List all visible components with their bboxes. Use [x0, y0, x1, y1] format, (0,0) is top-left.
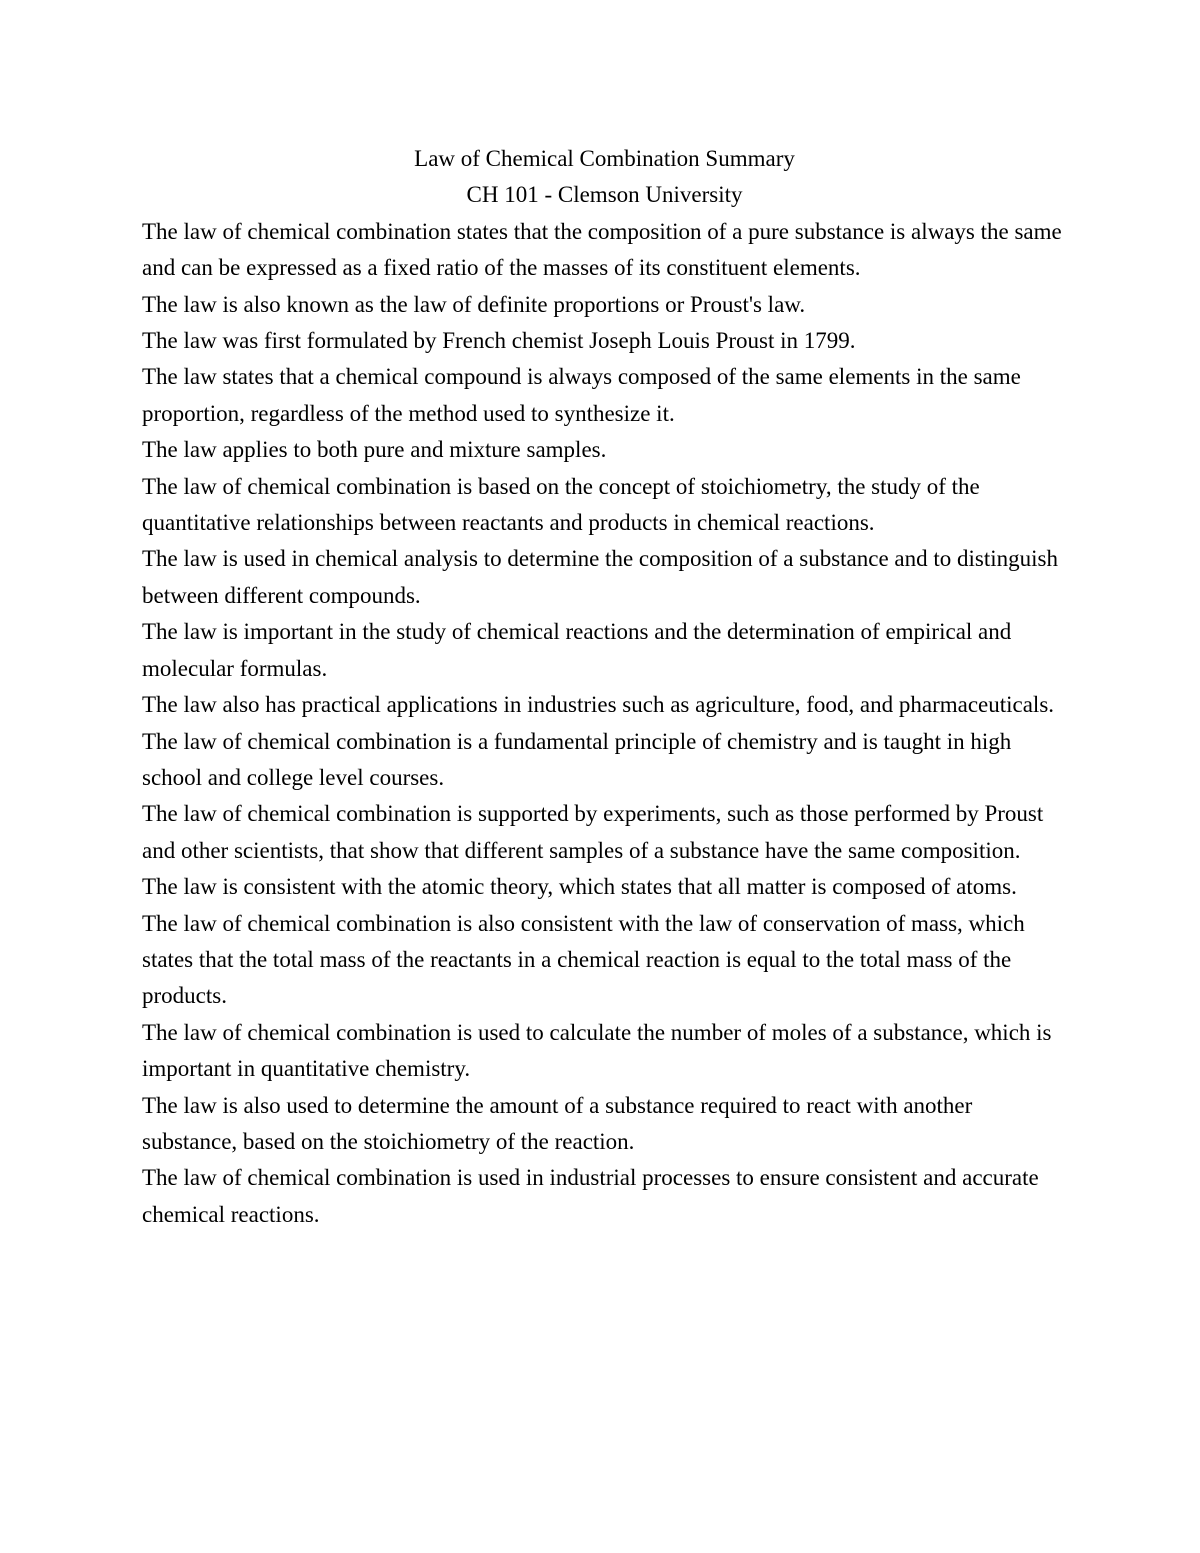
paragraph: The law is used in chemical analysis to determine the composition of a substance and to distinguish between different compounds. [142, 546, 1058, 608]
paragraph: The law applies to both pure and mixture samples. [142, 437, 607, 463]
paragraph: The law was first formulated by French chemist Joseph Louis Proust in 1799. [142, 328, 856, 354]
document-subtitle: CH 101 - Clemson University [466, 182, 743, 208]
paragraph: The law of chemical combination is a fundamental principle of chemistry and is taught in high school and college level courses. [142, 728, 1012, 790]
paragraph: The law states that a chemical compound is always composed of the same elements in the same proportion, regardless of the method used to synthesize it. [142, 364, 1021, 426]
paragraph: The law is also known as the law of definite proportions or Proust's law. [142, 291, 806, 317]
paragraph: The law of chemical combination is also consistent with the law of conservation of mass, which states that the total mass of the reactants in a chemical reaction is equal to the total mass of the products. [142, 910, 1025, 1009]
paragraph: The law is consistent with the atomic theory, which states that all matter is composed of atoms. [142, 874, 1017, 900]
paragraph: The law is important in the study of chemical reactions and the determination of empirical and molecular formulas. [142, 619, 1012, 681]
document-title: Law of Chemical Combination Summary [414, 146, 795, 171]
paragraph: The law of chemical combination is based on the concept of stoichiometry, the study of the quantitative relationships between reactants and products in chemical reactions. [142, 473, 980, 536]
paragraph: The law of chemical combination states that the composition of a pure substance is always the same and can be expressed as a fixed ratio of the masses of its constituent elements. [142, 218, 1062, 281]
paragraph: The law of chemical combination is used in industrial processes to ensure consistent and accurate chemical reactions. [142, 1165, 1039, 1227]
paragraph: The law is also used to determine the amount of a substance required to react with another substance, based on the stoichiometry of the reaction. [142, 1092, 973, 1154]
document-body [142, 141, 1067, 1233]
paragraph: The law of chemical combination is used to calculate the number of moles of a substance, which is important in quantitative chemistry. [142, 1019, 1052, 1082]
paragraph: The law of chemical combination is supported by experiments, such as those performed by Proust and other scientists, that show that different samples of a substance have the same composition. [142, 801, 1044, 863]
paragraph: The law also has practical applications in industries such as agriculture, food, and pharmaceuticals. [142, 692, 1055, 718]
